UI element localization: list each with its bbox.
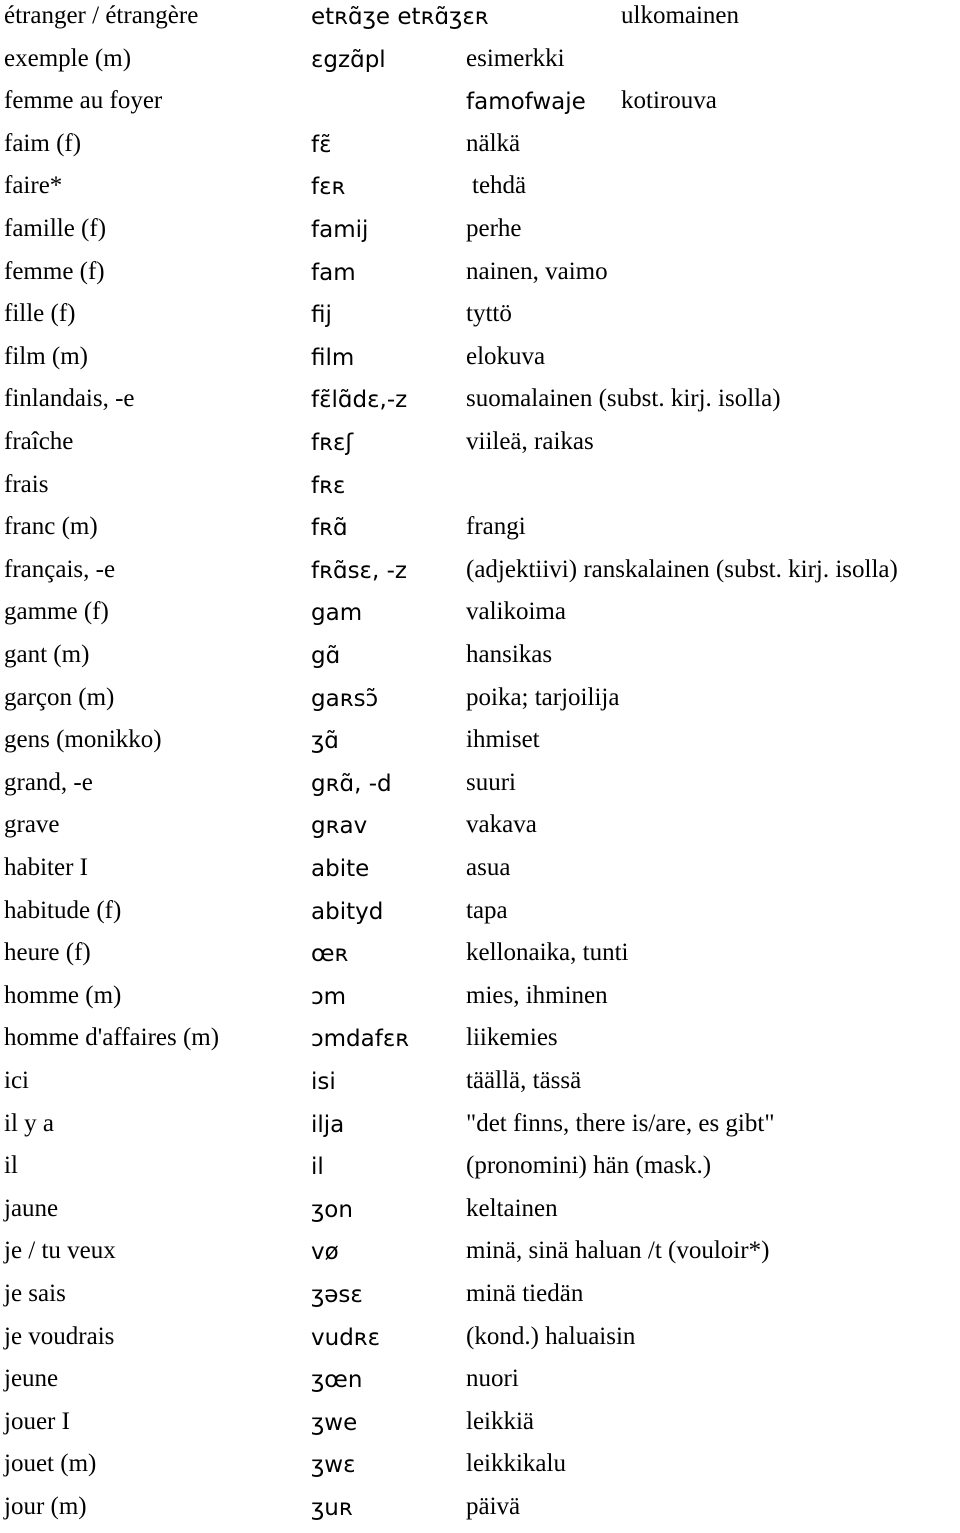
finnish-translation: kellonaika, tunti: [466, 939, 629, 967]
vocab-row: [0, 639, 960, 681]
finnish-translation: nainen, vaimo: [466, 257, 608, 285]
french-word: film (m): [4, 342, 89, 370]
phonetic-transcription: vudʀɛ: [311, 1324, 381, 1351]
vocab-row: [0, 852, 960, 894]
french-word: femme au foyer: [4, 87, 163, 115]
french-word: franc (m): [4, 513, 98, 541]
finnish-translation: elokuva: [466, 342, 546, 370]
french-word: exemple (m): [4, 44, 132, 72]
french-word: heure (f): [4, 939, 91, 967]
french-word: famille (f): [4, 215, 107, 242]
vocab-row: [0, 1150, 960, 1192]
vocab-row: [0, 767, 960, 809]
phonetic-transcription: ilja: [311, 1111, 345, 1138]
finnish-translation: (adjektiivi) ranskalainen (subst. kirj. isolla): [466, 555, 898, 583]
finnish-translation: esimerkki: [466, 44, 565, 72]
phonetic-transcription: famofwaje: [466, 89, 586, 116]
finnish-translation: mies, ihminen: [466, 981, 608, 1009]
finnish-translation: nälkä: [466, 129, 521, 157]
french-word: homme d'affaires (m): [4, 1024, 220, 1052]
phonetic-transcription: film: [311, 344, 355, 371]
french-word: français, -e: [4, 555, 116, 583]
phonetic-transcription: gɑ̃: [311, 643, 341, 669]
vocab-row: [0, 1235, 960, 1277]
vocab-row: [0, 895, 960, 937]
vocab-row: [0, 85, 960, 127]
french-word: gamme (f): [4, 598, 109, 626]
french-word: jouet (m): [4, 1450, 97, 1478]
french-word: je / tu veux: [4, 1237, 116, 1265]
vocab-row: [0, 1108, 960, 1150]
finnish-translation: perhe: [466, 215, 522, 242]
phonetic-transcription: gaʀsɔ̃: [311, 685, 379, 712]
french-word: homme (m): [4, 981, 122, 1009]
vocab-row: [0, 1278, 960, 1320]
french-word: grave: [4, 811, 60, 839]
phonetic-transcription: abite: [311, 856, 370, 882]
phonetic-transcription: ɛgzɑ̃pl: [311, 46, 386, 73]
phonetic-transcription: etʀɑ̃ʒe etʀɑ̃ʒɛʀ: [311, 4, 489, 30]
finnish-translation: tehdä: [472, 172, 527, 200]
phonetic-transcription: ʒuʀ: [311, 1495, 353, 1521]
finnish-translation: leikkikalu: [466, 1450, 566, 1478]
phonetic-transcription: isi: [311, 1069, 336, 1095]
french-word: ici: [4, 1067, 29, 1094]
phonetic-transcription: œʀ: [311, 941, 349, 968]
finnish-translation: tyttö: [466, 300, 512, 328]
phonetic-transcription: fʀɛʃ: [311, 430, 354, 456]
phonetic-transcription: gʀav: [311, 813, 368, 840]
french-word: garçon (m): [4, 683, 115, 711]
finnish-translation: tapa: [466, 896, 508, 924]
finnish-translation: leikkiä: [466, 1407, 535, 1435]
french-word: finlandais, -e: [4, 385, 135, 413]
french-word: frais: [4, 470, 49, 498]
finnish-translation: keltainen: [466, 1194, 558, 1222]
french-word: grand, -e: [4, 768, 93, 796]
vocab-row: [0, 256, 960, 298]
finnish-translation: suomalainen (subst. kirj. isolla): [466, 385, 781, 413]
finnish-translation: ihmiset: [466, 726, 540, 754]
vocab-row: [0, 128, 960, 170]
phonetic-transcription: ɔm: [311, 983, 347, 1010]
finnish-translation: valikoima: [466, 598, 566, 626]
finnish-translation: ulkomainen: [621, 2, 740, 29]
finnish-translation: minä tiedän: [466, 1280, 584, 1307]
french-word: je sais: [4, 1280, 66, 1307]
finnish-translation: päivä: [466, 1493, 521, 1520]
finnish-translation: (kond.) haluaisin: [466, 1322, 636, 1350]
vocab-row: [0, 341, 960, 383]
phonetic-transcription: fʀɑ̃sɛ, -z: [311, 557, 407, 584]
phonetic-transcription: vø: [311, 1239, 339, 1266]
vocab-row: [0, 1448, 960, 1490]
french-word: il: [4, 1152, 18, 1180]
vocab-row: [0, 682, 960, 724]
french-word: gant (m): [4, 641, 90, 668]
phonetic-transcription: ʒɑ̃: [311, 728, 339, 755]
finnish-translation: poika; tarjoilija: [466, 683, 620, 711]
vocab-row: [0, 1193, 960, 1235]
phonetic-transcription: fɛʀ: [311, 174, 346, 201]
french-word: jouer I: [4, 1407, 70, 1435]
phonetic-transcription: fam: [311, 259, 356, 286]
phonetic-transcription: ɔmdafɛʀ: [311, 1026, 410, 1053]
french-word: femme (f): [4, 257, 105, 285]
phonetic-transcription: ʒwɛ: [311, 1452, 356, 1479]
finnish-translation: kotirouva: [621, 87, 717, 115]
french-word: jeune: [4, 1365, 59, 1393]
vocab-row: [0, 426, 960, 468]
phonetic-transcription: fʀɛ: [311, 472, 346, 499]
french-word: gens (monikko): [4, 726, 162, 754]
phonetic-transcription: abityd: [311, 898, 384, 925]
vocab-row: [0, 937, 960, 979]
vocab-row: [0, 170, 960, 212]
french-word: habitude (f): [4, 896, 122, 924]
vocab-row: [0, 43, 960, 85]
vocab-row: [0, 554, 960, 596]
french-word: faim (f): [4, 129, 82, 157]
vocab-row: [0, 1363, 960, 1405]
vocab-row: [0, 1406, 960, 1448]
vocab-row: [0, 596, 960, 638]
finnish-translation: hansikas: [466, 641, 553, 668]
french-word: il y a: [4, 1109, 54, 1137]
finnish-translation: frangi: [466, 513, 526, 541]
phonetic-transcription: il: [311, 1154, 324, 1181]
finnish-translation: minä, sinä haluan /t (vouloir*): [466, 1237, 770, 1265]
vocab-row: [0, 1491, 960, 1533]
vocab-row: [0, 724, 960, 766]
phonetic-transcription: gam: [311, 600, 363, 627]
vocab-row: [0, 511, 960, 553]
french-word: fraîche: [4, 428, 74, 455]
phonetic-transcription: fɛ̃lɑ̃dɛ,-z: [311, 387, 408, 414]
finnish-translation: viileä, raikas: [466, 428, 594, 455]
phonetic-transcription: ʒœn: [311, 1367, 363, 1394]
french-word: jaune: [4, 1194, 59, 1222]
finnish-translation: (pronomini) hän (mask.): [466, 1152, 712, 1180]
phonetic-transcription: ʒəsɛ: [311, 1282, 363, 1308]
vocab-row: [0, 298, 960, 340]
vocab-row: [0, 980, 960, 1022]
vocab-row: [0, 469, 960, 511]
french-word: étranger / étrangère: [4, 2, 199, 29]
finnish-translation: asua: [466, 854, 511, 881]
vocab-row: [0, 0, 960, 42]
phonetic-transcription: ʒwe: [311, 1409, 358, 1436]
vocab-row: [0, 1321, 960, 1363]
vocab-row: [0, 809, 960, 851]
phonetic-transcription: fʀɑ̃: [311, 515, 348, 542]
finnish-translation: vakava: [466, 811, 537, 839]
vocab-row: [0, 383, 960, 425]
french-word: habiter I: [4, 854, 88, 881]
phonetic-transcription: fij: [311, 302, 332, 329]
finnish-translation: liikemies: [466, 1024, 558, 1052]
finnish-translation: täällä, tässä: [466, 1067, 582, 1094]
french-word: jour (m): [4, 1493, 87, 1520]
french-word: faire*: [4, 172, 63, 200]
phonetic-transcription: fɛ̃: [311, 131, 332, 158]
french-word: je voudrais: [4, 1322, 115, 1350]
french-word: fille (f): [4, 300, 76, 328]
finnish-translation: "det finns, there is/are, es gibt": [466, 1109, 775, 1137]
vocab-row: [0, 1065, 960, 1107]
phonetic-transcription: gʀɑ̃, -d: [311, 770, 392, 797]
phonetic-transcription: famij: [311, 217, 369, 243]
vocab-row: [0, 1022, 960, 1064]
finnish-translation: suuri: [466, 768, 516, 796]
vocab-row: [0, 213, 960, 255]
finnish-translation: nuori: [466, 1365, 519, 1393]
phonetic-transcription: ʒon: [311, 1196, 353, 1223]
